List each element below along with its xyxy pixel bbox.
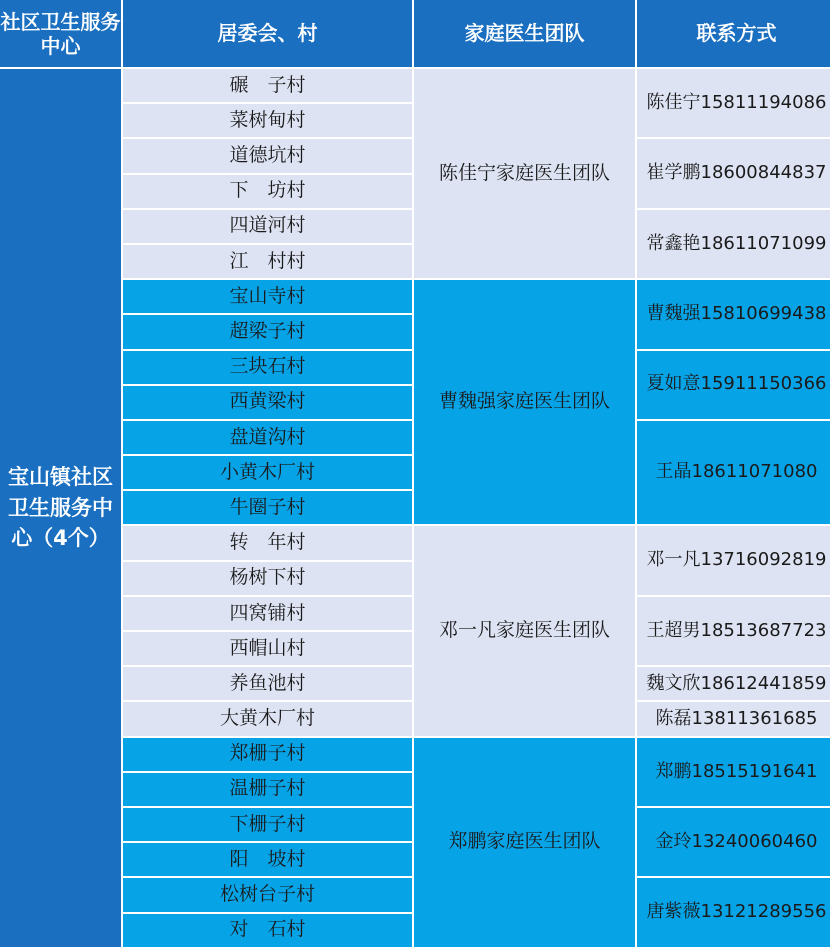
village-cell: 道德坑村 <box>123 139 412 172</box>
village-cell: 下栅子村 <box>123 808 412 841</box>
village-cell: 对 石村 <box>123 914 412 947</box>
village-cell: 碾 子村 <box>123 69 412 102</box>
village-cell: 温栅子村 <box>123 773 412 806</box>
center-name: 宝山镇社区卫生服务中心（4个） <box>0 69 121 947</box>
village-cell: 江 村村 <box>123 245 412 278</box>
contact-cell: 陈佳宁15811194086 <box>637 69 830 137</box>
contact-cell: 曹魏强15810699438 <box>637 280 830 348</box>
team-cell: 郑鹏家庭医生团队 <box>414 738 635 947</box>
team-cell: 陈佳宁家庭医生团队 <box>414 69 635 278</box>
village-cell: 转 年村 <box>123 526 412 559</box>
contact-cell: 郑鹏18515191641 <box>637 738 830 806</box>
header-contact: 联系方式 <box>637 0 830 67</box>
village-cell: 超梁子村 <box>123 315 412 348</box>
village-cell: 菜树甸村 <box>123 104 412 137</box>
header-team: 家庭医生团队 <box>414 0 635 67</box>
contact-cell: 王超男18513687723 <box>637 597 830 665</box>
village-cell: 大黄木厂村 <box>123 702 412 735</box>
village-cell: 养鱼池村 <box>123 667 412 700</box>
contact-cell: 邓一凡13716092819 <box>637 526 830 594</box>
team-cell: 曹魏强家庭医生团队 <box>414 280 635 524</box>
village-cell: 宝山寺村 <box>123 280 412 313</box>
village-cell: 郑栅子村 <box>123 738 412 771</box>
header-village: 居委会、村 <box>123 0 412 67</box>
village-cell: 松树台子村 <box>123 878 412 911</box>
contact-cell: 唐紫薇13121289556 <box>637 878 830 946</box>
village-cell: 四窝铺村 <box>123 597 412 630</box>
village-cell: 杨树下村 <box>123 562 412 595</box>
village-cell: 四道河村 <box>123 210 412 243</box>
contact-cell: 常鑫艳18611071099 <box>637 210 830 278</box>
contact-cell: 金玲13240060460 <box>637 808 830 876</box>
village-cell: 下 坊村 <box>123 175 412 208</box>
village-cell: 西黄梁村 <box>123 386 412 419</box>
contact-cell: 王晶18611071080 <box>637 421 830 525</box>
village-cell: 小黄木厂村 <box>123 456 412 489</box>
header-center: 社区卫生服务中心 <box>0 0 121 67</box>
village-cell: 阳 坡村 <box>123 843 412 876</box>
village-cell: 三块石村 <box>123 351 412 384</box>
village-cell: 盘道沟村 <box>123 421 412 454</box>
contact-cell: 陈磊13811361685 <box>637 702 830 735</box>
village-cell: 牛圈子村 <box>123 491 412 524</box>
contact-cell: 夏如意15911150366 <box>637 351 830 419</box>
contact-cell: 魏文欣18612441859 <box>637 667 830 700</box>
team-cell: 邓一凡家庭医生团队 <box>414 526 635 735</box>
village-cell: 西帽山村 <box>123 632 412 665</box>
contact-cell: 崔学鹏18600844837 <box>637 139 830 207</box>
